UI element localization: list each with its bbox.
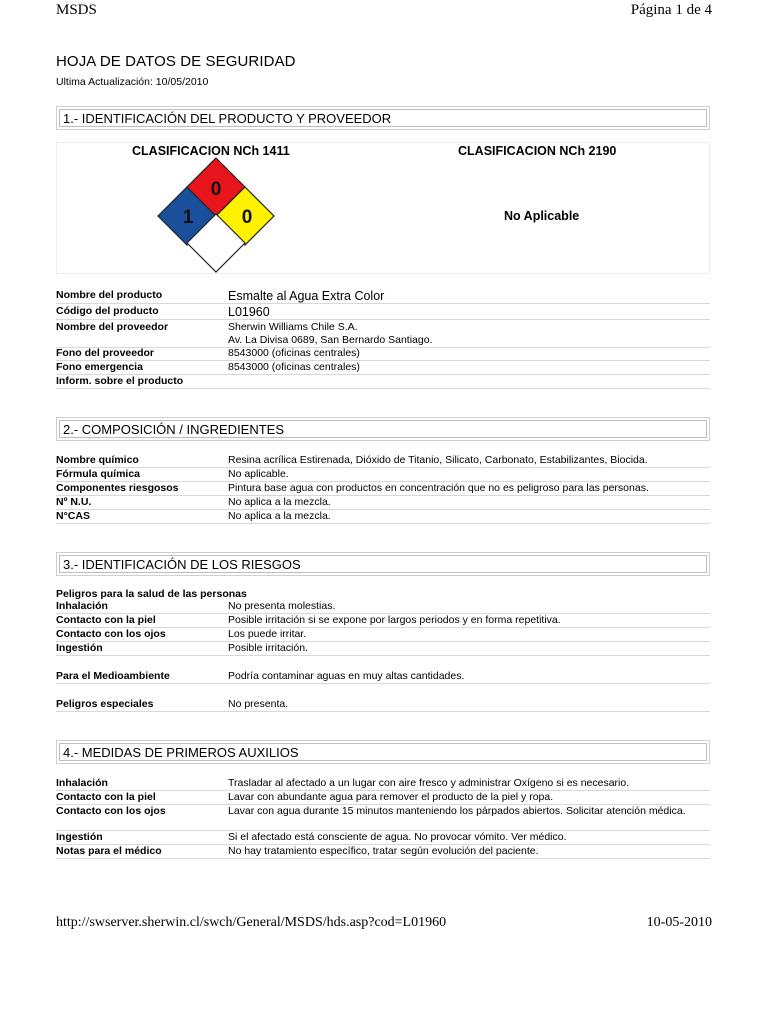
row-value: Podría contaminar aguas en muy altas cantidades. (228, 670, 465, 682)
document-title: HOJA DE DATOS DE SEGURIDAD (56, 53, 296, 70)
row-label: Peligros especiales (56, 698, 154, 710)
row-value: Lavar con abundante agua para remover el producto de la piel y ropa. (228, 791, 554, 803)
row-value: Posible irritación. (228, 642, 308, 654)
last-updated: Ultima Actualización: 10/05/2010 (56, 76, 209, 88)
row-value: Pintura base agua con productos en concentración que no es peligroso para las personas. (228, 482, 649, 494)
row-aid-skin (56, 791, 710, 805)
row-product-name (56, 289, 710, 304)
row-environment (56, 670, 710, 684)
row-hazard-skin (56, 614, 710, 628)
row-cas-number (56, 510, 710, 524)
health-hazards-subheading: Peligros para la salud de las personas (56, 588, 247, 600)
row-label: Componentes riesgosos (56, 482, 179, 494)
section-3-title: 3.- IDENTIFICACIÓN DE LOS RIESGOS (59, 555, 707, 573)
row-supplier-name (56, 321, 710, 348)
row-label: Fono emergencia (56, 361, 143, 373)
row-un-number (56, 496, 710, 510)
row-value: No aplica a la mezcla. (228, 496, 331, 508)
row-value: Si el afectado está consciente de agua. No provocar vómito. Ver médico. (228, 831, 567, 843)
header-title: MSDS (56, 2, 97, 18)
section-3-header (56, 552, 710, 576)
row-value-address: Av. La Divisa 0689, San Bernardo Santiago. (228, 334, 433, 346)
row-label: Ingestión (56, 642, 103, 654)
row-doctor-notes (56, 845, 710, 859)
row-special-hazards (56, 698, 710, 712)
row-label: Fórmula química (56, 468, 141, 480)
flammability-rating: 0 (210, 179, 222, 200)
row-value: No aplicable. (228, 468, 289, 480)
nch2190-value: No Aplicable (504, 209, 580, 223)
section-4-header (56, 740, 710, 764)
row-value: Sherwin Williams Chile S.A. (228, 321, 358, 333)
section-1-header (56, 106, 710, 130)
row-label: Inhalación (56, 600, 108, 612)
row-value: Resina acrílica Estirenada, Dióxido de Titanio, Silicato, Carbonato, Estabilizantes, Biocida. (228, 454, 648, 466)
row-value: Los puede irritar. (228, 628, 307, 640)
row-value: Lavar con agua durante 15 minutos manteniendo los párpados abiertos. Solicitar atención médica. (228, 805, 686, 817)
row-label: Nombre del producto (56, 289, 163, 301)
footer-url: http://swserver.sherwin.cl/swch/General/MSDS/hds.asp?cod=L01960 (56, 915, 447, 930)
row-value: No presenta molestias. (228, 600, 336, 612)
row-hazard-eyes (56, 628, 710, 642)
row-product-code (56, 305, 710, 320)
row-aid-eyes (56, 805, 710, 831)
row-hazard-inhalation (56, 600, 710, 614)
row-label: Para el Medioambiente (56, 670, 170, 682)
row-chemical-name (56, 454, 710, 468)
row-chemical-formula (56, 468, 710, 482)
row-label: Notas para el médico (56, 845, 162, 857)
row-label: Contacto con los ojos (56, 628, 166, 640)
row-value: L01960 (228, 305, 270, 319)
row-label: Nº N.U. (56, 496, 92, 508)
row-value: Trasladar al afectado a un lugar con aire fresco y administrar Oxígeno si es necesario. (228, 777, 630, 789)
row-supplier-phone (56, 347, 710, 361)
row-label: Fono del proveedor (56, 347, 155, 359)
row-label: Inhalación (56, 777, 108, 789)
row-value: No hay tratamiento específico, tratar según evolución del paciente. (228, 845, 539, 857)
row-emergency-phone (56, 361, 710, 375)
reactivity-rating: 0 (241, 207, 253, 228)
page-number: Página 1 de 4 (630, 2, 712, 18)
row-value: No presenta. (228, 698, 289, 710)
section-1-title: 1.- IDENTIFICACIÓN DEL PRODUCTO Y PROVEEDOR (59, 109, 707, 127)
row-value: 8543000 (oficinas centrales) (228, 347, 360, 359)
row-value: 8543000 (oficinas centrales) (228, 361, 360, 373)
row-label: N°CAS (56, 510, 90, 522)
row-product-info (56, 375, 710, 389)
footer-date: 10-05-2010 (646, 915, 712, 930)
row-label: Código del producto (56, 305, 159, 317)
nfpa-hazard-diamond (155, 157, 279, 275)
row-label: Nombre del proveedor (56, 321, 169, 333)
row-value: Esmalte al Agua Extra Color (228, 289, 385, 303)
row-hazard-ingestion (56, 642, 710, 656)
row-label: Nombre químico (56, 454, 139, 466)
row-value: No aplica a la mezcla. (228, 510, 331, 522)
section-2-header (56, 417, 710, 441)
row-aid-ingestion (56, 831, 710, 845)
nch1411-title: CLASIFICACION NCh 1411 (132, 144, 290, 158)
row-hazardous-components (56, 482, 710, 496)
row-label: Contacto con la piel (56, 791, 156, 803)
section-4-title: 4.- MEDIDAS DE PRIMEROS AUXILIOS (59, 743, 707, 761)
row-aid-inhalation (56, 777, 710, 791)
health-rating: 1 (182, 207, 194, 228)
row-label: Ingestión (56, 831, 103, 843)
row-value: Posible irritación si se expone por largos periodos y en forma repetitiva. (228, 614, 561, 626)
section-2-title: 2.- COMPOSICIÓN / INGREDIENTES (59, 420, 707, 438)
nch2190-title: CLASIFICACION NCh 2190 (458, 144, 617, 158)
row-label: Contacto con los ojos (56, 805, 166, 817)
row-label: Inform. sobre el producto (56, 375, 184, 387)
row-label: Contacto con la piel (56, 614, 156, 626)
